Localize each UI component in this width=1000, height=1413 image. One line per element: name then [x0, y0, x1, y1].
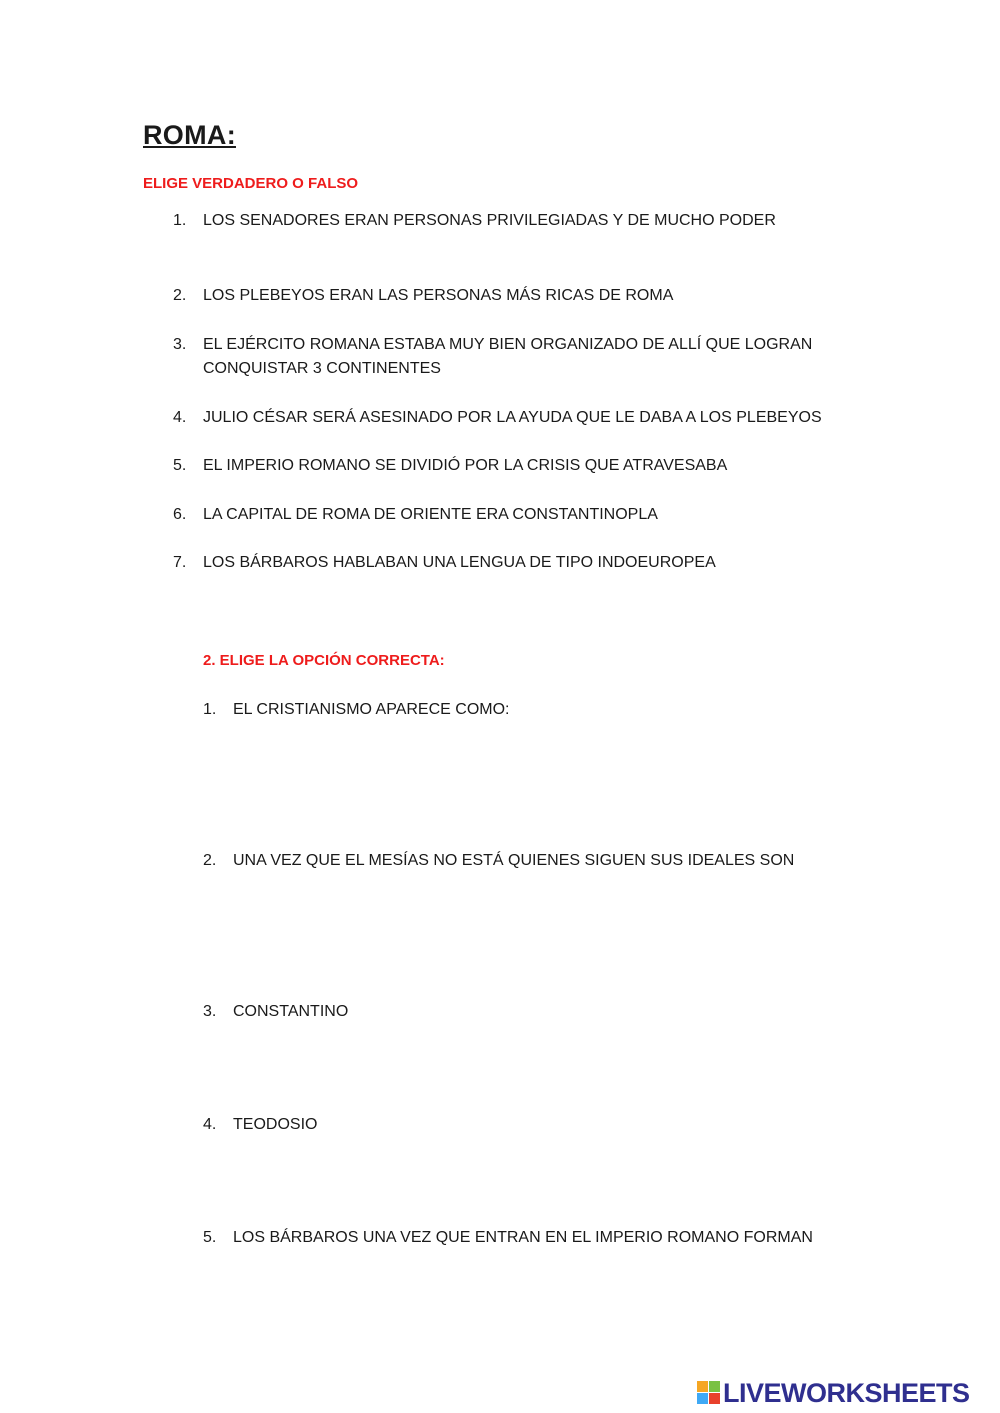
section1-heading: ELIGE VERDADERO O FALSO — [143, 175, 359, 192]
mc-item-number: 5. — [203, 1229, 217, 1246]
tf-item-text: EL EJÉRCITO ROMANA ESTABA MUY BIEN ORGANIZADO DE ALLÍ QUE LOGRAN — [203, 336, 813, 353]
tf-item-number: 4. — [173, 409, 187, 426]
tf-item-number: 5. — [173, 457, 187, 474]
tf-item-number: 3. — [173, 336, 187, 353]
mc-item-text: CONSTANTINO — [233, 1003, 349, 1020]
tf-item-number: 6. — [173, 506, 187, 523]
mc-item-text: LOS BÁRBAROS UNA VEZ QUE ENTRAN EN EL IMPERIO ROMANO FORMAN — [233, 1229, 813, 1246]
mc-item-text: TEODOSIO — [233, 1116, 318, 1133]
tf-item-number: 7. — [173, 554, 187, 571]
page-title: ROMA: — [143, 120, 236, 150]
liveworksheets-logo — [697, 1378, 970, 1408]
mc-item-text: UNA VEZ QUE EL MESÍAS NO ESTÁ QUIENES SIGUEN SUS IDEALES SON — [233, 852, 795, 869]
tf-item-number: 2. — [173, 287, 187, 304]
tf-item-number: 1. — [173, 212, 187, 229]
mc-item-text: EL CRISTIANISMO APARECE COMO: — [233, 701, 510, 718]
tf-item-text: LOS SENADORES ERAN PERSONAS PRIVILEGIADAS Y DE MUCHO PODER — [203, 212, 776, 229]
mc-item-number: 4. — [203, 1116, 217, 1133]
tf-item-text: JULIO CÉSAR SERÁ ASESINADO POR LA AYUDA QUE LE DABA A LOS PLEBEYOS — [203, 409, 822, 426]
tf-item-text: EL IMPERIO ROMANO SE DIVIDIÓ POR LA CRISIS QUE ATRAVESABA — [203, 457, 728, 474]
logo-text: LIVEWORKSHEETS — [723, 1378, 970, 1408]
tf-item-text-continued: CONQUISTAR 3 CONTINENTES — [203, 360, 441, 377]
tf-item-text: LOS PLEBEYOS ERAN LAS PERSONAS MÁS RICAS DE ROMA — [203, 287, 674, 304]
section2-heading: 2. ELIGE LA OPCIÓN CORRECTA: — [203, 652, 445, 669]
mc-item-number: 2. — [203, 852, 217, 869]
liveworksheets-logo-icon — [697, 1381, 721, 1405]
tf-item-text: LOS BÁRBAROS HABLABAN UNA LENGUA DE TIPO INDOEUROPEA — [203, 554, 716, 571]
tf-item-text: LA CAPITAL DE ROMA DE ORIENTE ERA CONSTANTINOPLA — [203, 506, 658, 523]
mc-item-number: 3. — [203, 1003, 217, 1020]
mc-item-number: 1. — [203, 701, 217, 718]
